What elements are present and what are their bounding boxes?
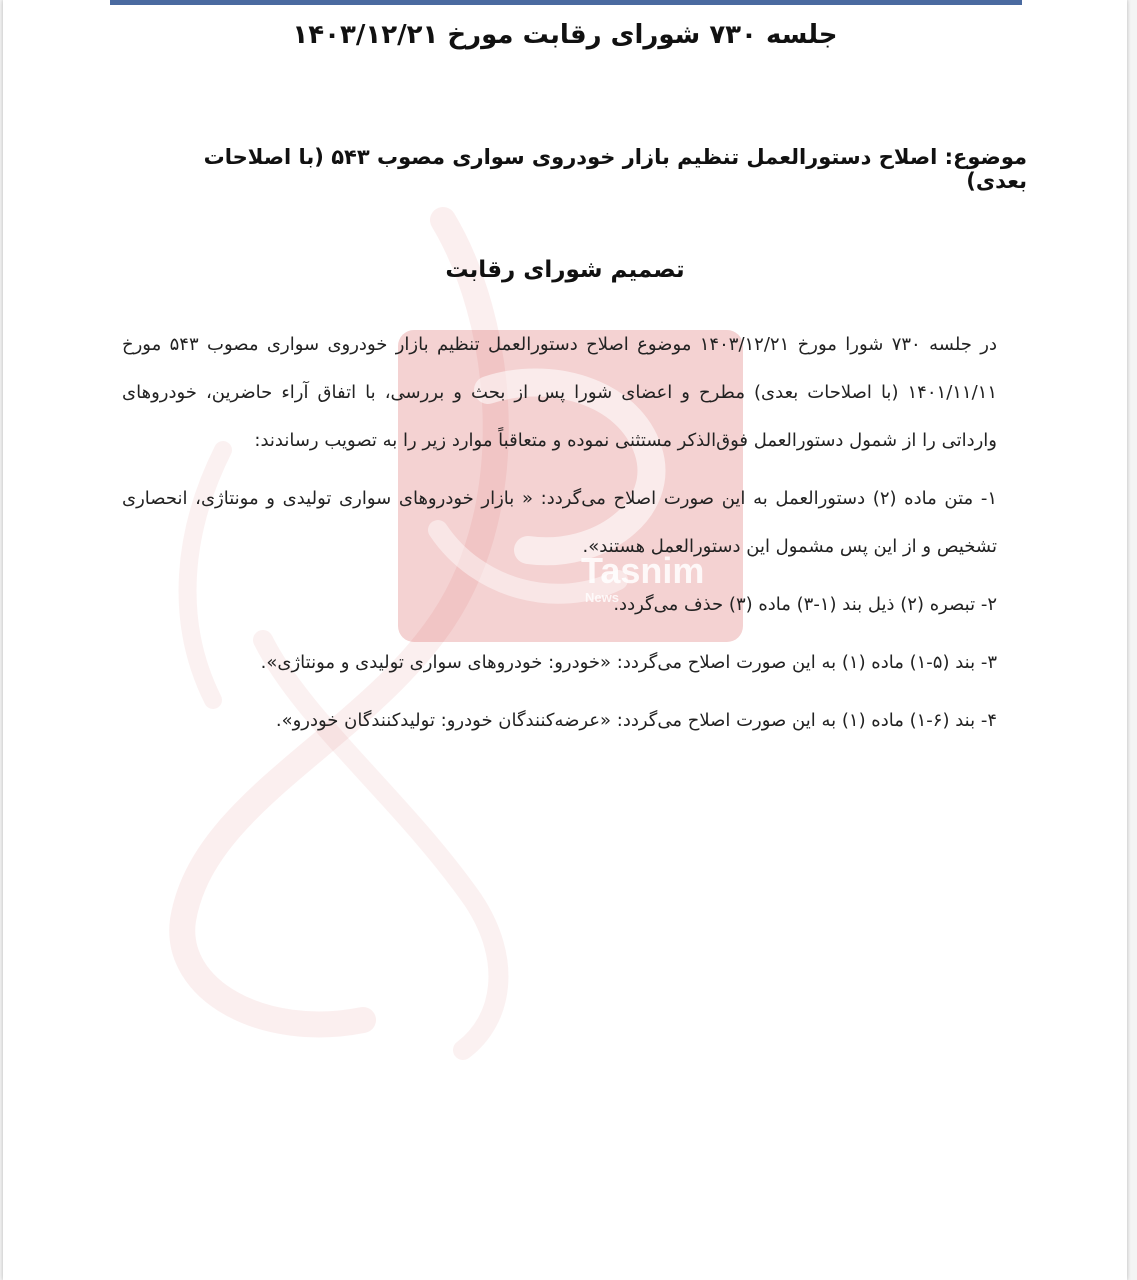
decision-body: [122, 321, 997, 755]
decision-heading: تصمیم شورای رقابت: [445, 257, 685, 283]
watermark-brand-sub: News: [585, 590, 619, 605]
clause-4: ۴- بند (۶-۱) ماده (۱) به این صورت اصلاح می‌گردد: «عرضه‌کنندگان خودرو: تولیدکنندگان خودرو».: [275, 710, 997, 731]
clause-1: ۱- متن ماده (۲) دستورالعمل به این صورت اصلاح می‌گردد: « بازار خودروهای سواری تولیدی و مونتاژی، انحصاری تشخیص و از این پس مشمول این دستورالعمل هستند».: [122, 488, 997, 557]
intro-paragraph: در جلسه ۷۳۰ شورا مورخ ۱۴۰۳/۱۲/۲۱ موضوع اصلاح دستورالعمل تنظیم بازار خودروی سواری مصوب ۵۴۳ مورخ ۱۴۰۱/۱۱/۱۱ (با اصلاحات بعدی) مطرح و اعضای شورا پس از بحث و بررسی، با اتفاق آراء حاضرین، خودروهای وارداتی را از شمول دستورالعمل فوق‌الذکر مستثنی نموده و متعاقباً موارد زیر را به تصویب رساندند:: [122, 334, 997, 451]
top-border-bar: [110, 0, 1022, 5]
document-page: [3, 0, 1127, 1280]
subject-line: موضوع: اصلاح دستورالعمل تنظیم بازار خودروی سواری مصوب ۵۴۳ (با اصلاحات بعدی): [203, 145, 1027, 193]
session-title: جلسه ۷۳۰ شورای رقابت مورخ ۱۴۰۳/۱۲/۲۱: [292, 20, 838, 50]
watermark-brand: Tasnim: [581, 550, 705, 591]
clause-3: ۳- بند (۵-۱) ماده (۱) به این صورت اصلاح می‌گردد: «خودرو: خودروهای سواری تولیدی و مونتاژی».: [260, 652, 997, 673]
clause-2: ۲- تبصره (۲) ذیل بند (۱-۳) ماده (۳) حذف می‌گردد.: [613, 594, 997, 615]
